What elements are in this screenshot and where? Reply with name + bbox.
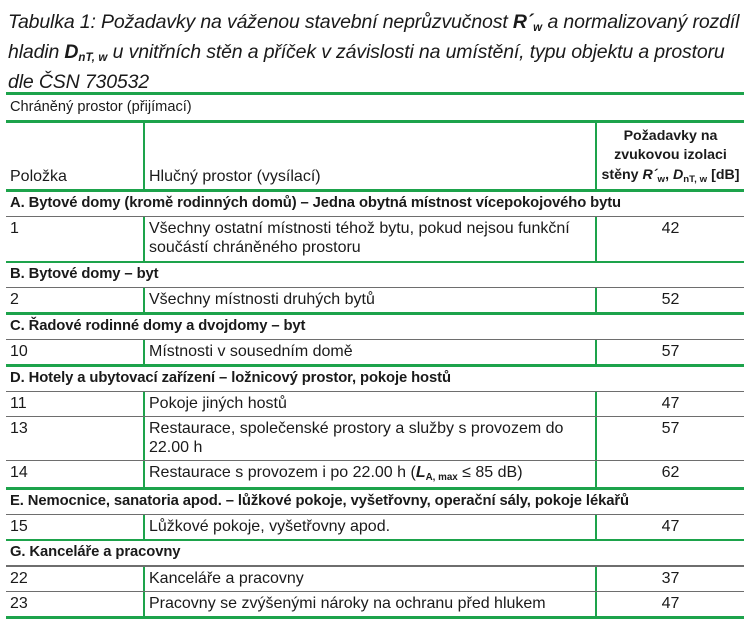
section-header: D. Hotely a ubytovací zařízení – ložnicový prostor, pokoje hostů <box>10 369 451 386</box>
requirement-unit: [dB] <box>707 166 740 183</box>
table-row <box>6 461 744 487</box>
row-noise-space: Místnosti v sousedním domě <box>143 340 595 364</box>
row-requirement-value: 57 <box>595 340 744 364</box>
row-requirement-value: 47 <box>595 515 744 539</box>
table-bottom-rule <box>6 616 744 619</box>
row-requirement-value: 57 <box>595 417 744 460</box>
table-caption <box>6 0 744 92</box>
noise-symbol-la: L <box>415 464 426 482</box>
table-row <box>6 417 744 460</box>
table-row <box>6 515 744 539</box>
requirement-line-1: Požadavky na <box>623 127 718 144</box>
caption-symbol-rw: R´ <box>512 11 534 33</box>
row-noise-space: Všechny místnosti druhých bytů <box>143 288 595 312</box>
requirements-table <box>6 92 744 619</box>
row-noise-space: Lůžkové pokoje, vyšetřovny apod. <box>143 515 595 539</box>
table-row <box>6 567 744 591</box>
row-requirement-value: 47 <box>595 592 744 616</box>
caption-symbol-rw-subscript: w <box>533 22 543 34</box>
row-requirement-value: 37 <box>595 567 744 591</box>
row-requirement-value: 62 <box>595 461 744 487</box>
column-header-item: Položka <box>10 168 67 185</box>
row-noise-space: Pokoje jiných hostů <box>143 392 595 416</box>
caption-symbol-dnt: D <box>64 41 79 63</box>
requirement-symbol-dnt-subscript: nT, w <box>683 173 708 185</box>
table-row <box>6 392 744 416</box>
section-header: B. Bytové domy – byt <box>10 266 159 283</box>
caption-symbol-dnt-subscript: nT, w <box>78 52 108 64</box>
table-row <box>6 217 744 261</box>
row-item-number: 13 <box>10 419 28 437</box>
section-header: G. Kanceláře a pracovny <box>10 544 181 561</box>
caption-mid-1: a normalizovaný rozdíl hladin <box>8 11 740 63</box>
row-item-number: 15 <box>10 517 28 535</box>
row-item-number: 2 <box>10 291 19 309</box>
row-item-number: 1 <box>10 219 19 237</box>
table-row <box>6 288 744 312</box>
row-noise-space <box>143 461 595 487</box>
row-noise-space: Pracovny se zvýšenými nároky na ochranu před hlukem <box>143 592 595 616</box>
row-item-number: 10 <box>10 343 28 361</box>
row-noise-space: Kanceláře a pracovny <box>143 567 595 591</box>
section-header: E. Nemocnice, sanatoria apod. – lůžkové pokoje, vyšetřovny, operační sály, pokoje lékařů <box>10 492 629 509</box>
caption-prefix: Tabulka 1: Požadavky na váženou stavební neprůzvučnost <box>8 11 513 33</box>
requirement-separator: , <box>665 166 673 183</box>
row-requirement-value: 47 <box>595 392 744 416</box>
requirement-symbol-rw-subscript: w <box>657 173 666 185</box>
section-header: C. Řadové rodinné domy a dvojdomy – byt <box>10 317 306 334</box>
row-item-number: 23 <box>10 594 28 612</box>
caption-mid-2: u vnitřních stěn a příček v závislosti na umístění, typu objektu a prostoru dle ČSN 730532 <box>8 41 725 93</box>
row-requirement-value: 52 <box>595 288 744 312</box>
row-requirement-value: 42 <box>595 217 744 261</box>
requirement-symbol-dnt: D <box>672 166 684 183</box>
row-noise-space: Všechny ostatní místnosti téhož bytu, pokud nejsou funkční součástí chráněného prostoru <box>143 217 595 261</box>
table-column-headers <box>6 123 744 190</box>
noise-text-suffix: ≤ 85 dB) <box>457 464 523 482</box>
requirement-line-3 <box>601 166 740 187</box>
requirement-prefix: stěny <box>601 166 643 183</box>
requirement-line-2: zvukovou izolaci <box>614 147 727 163</box>
requirement-symbol-rw: R´ <box>642 166 658 183</box>
column-header-requirement <box>595 123 744 190</box>
table-header-band: Chráněný prostor (přijímací) <box>10 99 192 115</box>
table-row <box>6 340 744 364</box>
noise-text-prefix: Restaurace s provozem i po 22.00 h ( <box>149 464 416 482</box>
row-noise-space: Restaurace, společenské prostory a služby s provozem do 22.00 h <box>143 417 595 460</box>
section-header: A. Bytové domy (kromě rodinných domů) – Jedna obytná místnost vícepokojového bytu <box>10 194 622 211</box>
row-item-number: 22 <box>10 569 28 587</box>
row-item-number: 11 <box>10 394 27 412</box>
table-row <box>6 592 744 616</box>
noise-symbol-la-subscript: A, max <box>425 472 458 484</box>
row-item-number: 14 <box>10 464 28 482</box>
column-header-noise: Hlučný prostor (vysílací) <box>143 123 595 190</box>
